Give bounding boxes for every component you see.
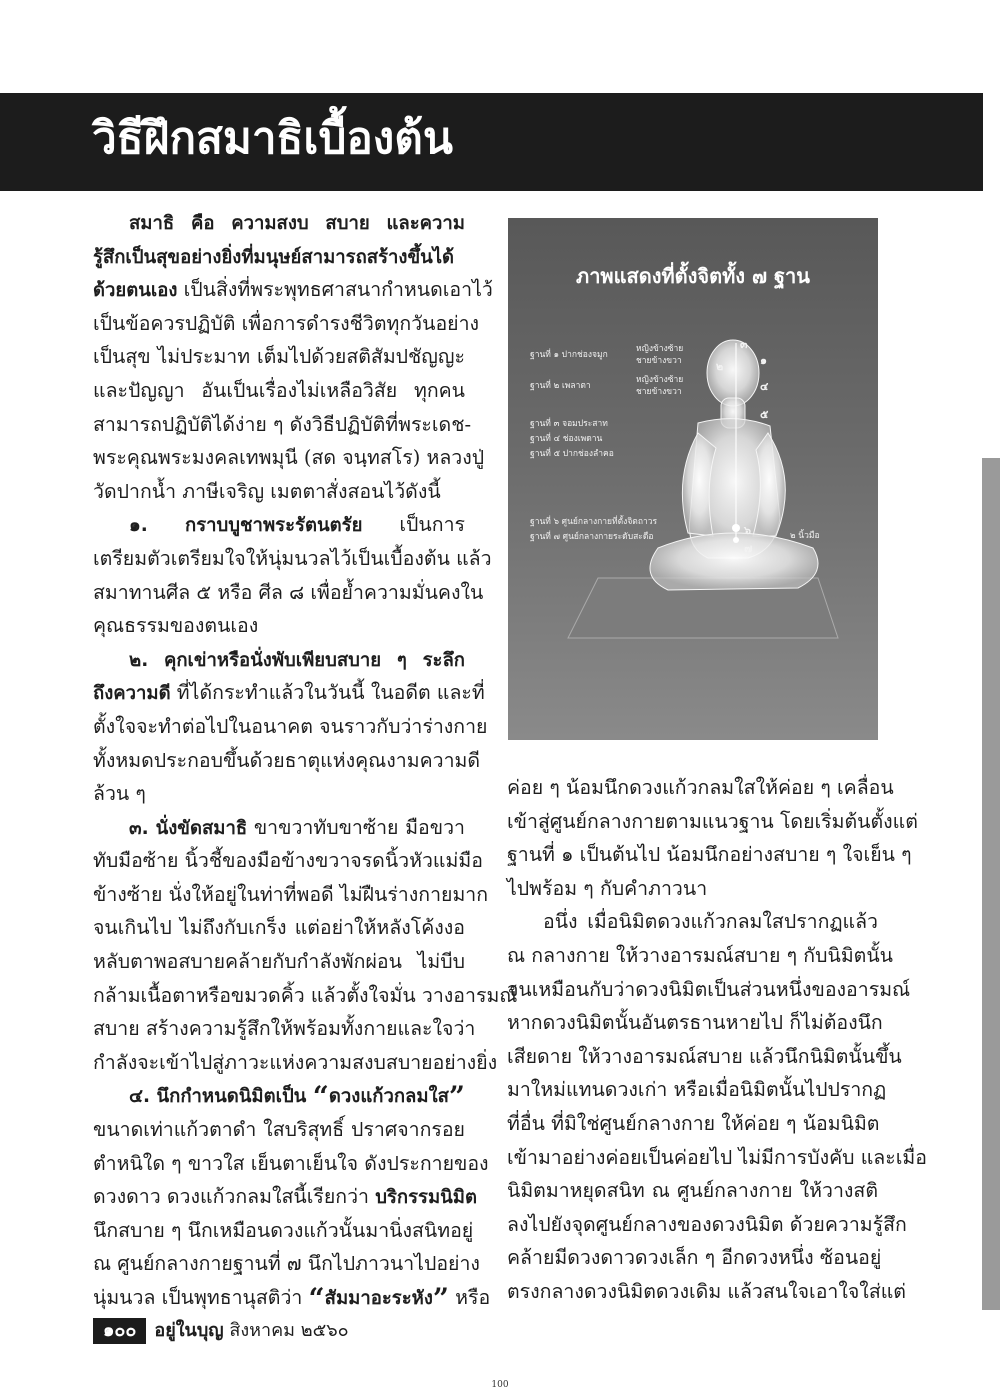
text-line: เตรียมตัวเตรียมใจให้นุ่มนวลไว้เป็นเบื้องต้น แล้ว <box>93 546 492 570</box>
left-column <box>93 206 518 1315</box>
text-line: และปัญญา อันเป็นเรื่องไม่เหลือวิสัย ทุกคน <box>93 378 465 402</box>
text-line: นิมิตมาหยุดสนิท ณ ศูนย์กลางกาย ให้วางสติ <box>507 1179 878 1203</box>
text-line: ข้างซ้าย นั่งให้อยู่ในท่าที่พอดี ไม่ฝืนร่างกายมาก <box>93 882 489 906</box>
text-line: ค่อย ๆ น้อมนึกดวงแก้วกลมใสให้ค่อย ๆ เคลื่อน <box>507 776 894 799</box>
text-line: นุ่มนวล เป็นพุทธานุสติว่า “สัมมาอะระหัง” หรือ <box>93 1282 491 1315</box>
text-line: จนเหมือนกับว่าดวงนิมิตเป็นส่วนหนึ่งของอารมณ์ <box>507 977 911 1001</box>
text-line: ๓. นั่งขัดสมาธิ ขาขวาทับขาซ้าย มือขวา <box>129 815 465 839</box>
svg-text:ชายข้างขวา: ชายข้างขวา <box>636 356 682 366</box>
text-line: ด้วยตนเอง เป็นสิ่งที่พระพุทธศาสนากำหนดเอาไว้ <box>93 278 493 302</box>
text-line: รู้สึกเป็นสุขอย่างยิ่งที่มนุษย์สามารถสร้างขึ้นได้ <box>93 246 455 268</box>
page-title: วิธีฝึกสมาธิเบื้องต้น <box>92 113 453 164</box>
text-line: เป็นข้อควรปฏิบัติ เพื่อการดำรงชีวิตทุกวันอย่าง <box>93 311 480 335</box>
center-point-icon <box>732 524 740 532</box>
text-line: กำลังจะเข้าไปสู่ภาวะแห่งความสงบสบายอย่างยิ่ง <box>93 1050 498 1074</box>
meditating-body-illustration <box>508 218 878 740</box>
page-number: ๑๐๐ <box>93 1318 146 1344</box>
label-base2: ฐานที่ ๒ เพลาตา <box>530 381 591 391</box>
text-line: ณ ศูนย์กลางกายฐานที่ ๗ นึกไปภาวนาไปอย่าง <box>93 1252 480 1276</box>
text-line: เสียดาย ให้วางอารมณ์สบาย แล้วนึกนิมิตนั้นขึ้น <box>507 1044 902 1068</box>
svg-text:๑: ๑ <box>760 354 767 367</box>
issue-date: สิงหาคม ๒๕๖๐ <box>229 1320 349 1341</box>
label-base4: ฐานที่ ๔ ช่องเพดาน <box>530 434 603 444</box>
text-line: ที่อื่น ที่มิใช่ศูนย์กลางกาย ให้ค่อย ๆ น้อมนิมิต <box>507 1111 880 1135</box>
text-line: อนึ่ง เมื่อนิมิตดวงแก้วกลมใสปรากฏแล้ว <box>543 910 878 934</box>
svg-text:หญิงข้างซ้าย: หญิงข้างซ้าย <box>636 375 684 385</box>
text-line: คุณธรรมของตนเอง <box>93 614 259 638</box>
text-line: เข้าสู่ศูนย์กลางกายตามแนวฐาน โดยเริ่มต้นตั้งแต่ <box>507 809 918 833</box>
text-line: เป็นสุข ไม่ประมาท เต็มไปด้วยสติสัมปชัญญะ <box>93 345 465 369</box>
text-line: วัดปากน้ำ ภาษีเจริญ เมตตาสั่งสอนไว้ดังนี้ <box>93 479 441 503</box>
text-line: ลงไปยังจุดศูนย์กลางของดวงนิมิต ด้วยความรู้สึก <box>507 1212 907 1236</box>
footer <box>93 1318 349 1344</box>
label-base7: ฐานที่ ๗ ศูนย์กลางกายระดับสะดือ <box>530 532 654 542</box>
text-line: ทั้งหมดประกอบขึ้นด้วยธาตุแห่งคุณงามความดี <box>93 748 481 772</box>
text-line: ตั้งใจจะทำต่อไปในอนาคต จนราวกับว่าร่างกาย <box>93 714 488 738</box>
text-line: หลับตาพอสบายคล้ายกับกำลังพักผ่อน ไม่บีบ <box>93 950 465 974</box>
right-column <box>507 771 927 1309</box>
text-line: พระคุณพระมงคลเทพมุนี (สด จนฺทสโร) หลวงปู่ <box>93 446 485 470</box>
text-line: หากดวงนิมิตนั้นอันตรธานหายไป ก็ไม่ต้องนึก <box>507 1011 883 1035</box>
side-rule <box>982 458 1000 1310</box>
label-base6: ฐานที่ ๖ ศูนย์กลางกายที่ตั้งจิตถาวร <box>530 517 658 527</box>
text-line: ถึงความดี ที่ได้กระทำแล้วในวันนี้ ในอดีต และที่ <box>93 681 485 705</box>
text-line: ขนาดเท่าแก้วตาดำ ใสบริสุทธิ์ ปราศจากรอย <box>93 1118 465 1142</box>
text-line: สบาย สร้างความรู้สึกให้พร้อมทั้งกายและใจว่า <box>93 1017 476 1041</box>
text-line: ทับมือซ้าย นิ้วชี้ของมือข้างขวาจรดนิ้วหัวแม่มือ <box>93 849 483 873</box>
svg-text:๒: ๒ <box>716 360 724 373</box>
label-base5: ฐานที่ ๕ ปากช่องลำคอ <box>530 449 614 459</box>
svg-text:หญิงข้างซ้าย: หญิงข้างซ้าย <box>636 344 684 354</box>
text-line: สมาทานศีล ๕ หรือ ศีล ๘ เพื่อย้ำความมั่นคงใน <box>93 580 484 604</box>
svg-text:๖: ๖ <box>744 524 751 537</box>
label-base1: ฐานที่ ๑ ปากช่องจมูก <box>530 350 608 360</box>
svg-text:๓: ๓ <box>740 338 748 351</box>
text-line: ไปพร้อม ๆ กับคำภาวนา <box>507 876 708 900</box>
magazine-name: อยู่ในบุญ <box>154 1320 224 1341</box>
text-line: ๔. นึกกำหนดนิมิตเป็น “ดวงแก้วกลมใส” <box>129 1080 466 1114</box>
svg-text:๗: ๗ <box>744 542 753 555</box>
text-line: สามารถปฏิบัติได้ง่าย ๆ ดังวิธีปฏิบัติที่พระเดช- <box>93 412 472 436</box>
text-line: ดวงดาว ดวงแก้วกลมใสนี้เรียกว่า บริกรรมนิมิต <box>93 1185 478 1209</box>
label-base3: ฐานที่ ๓ จอมประสาท <box>530 419 608 429</box>
text-line: กล้ามเนื้อตาหรือขมวดคิ้ว แล้วตั้งใจมั่น วางอารมณ์ <box>93 983 518 1007</box>
text-line: มาใหม่แทนดวงเก่า หรือเมื่อนิมิตนั้นไปปรากฏ <box>507 1078 887 1102</box>
text-line: เข้ามาอย่างค่อยเป็นค่อยไป ไม่มีการบังคับ และเมื่อ <box>507 1145 927 1169</box>
figure-title: ภาพแสดงที่ตั้งจิตทั้ง ๗ ฐาน <box>576 264 810 288</box>
text-line: สมาธิ คือ ความสงบ สบาย และความ <box>129 213 465 234</box>
bottom-page-mark: 100 <box>491 1380 509 1390</box>
text-line: ฐานที่ ๑ เป็นต้นไป น้อมนึกอย่างสบาย ๆ ใจเย็น ๆ <box>507 843 912 867</box>
label-finger: ๒ นิ้วมือ <box>790 531 820 541</box>
text-line: ตรงกลางดวงนิมิตดวงเดิม แล้วสนใจเอาใจใส่แต่ <box>507 1279 906 1303</box>
text-line: ๑. กราบบูชาพระรัตนตรัย เป็นการ <box>129 513 465 537</box>
text-line: นึกสบาย ๆ นึกเหมือนดวงแก้วนั้นมานิ่งสนิทอยู่ <box>93 1218 474 1242</box>
svg-text:ชายข้างขวา: ชายข้างขวา <box>636 387 682 397</box>
text-line: ตำหนิใด ๆ ขาวใส เย็นตาเย็นใจ ดังประกายของ <box>93 1151 489 1175</box>
title-bar <box>0 93 983 191</box>
text-line: คล้ายมีดวงดาวดวงเล็ก ๆ อีกดวงหนึ่ง ซ้อนอยู่ <box>507 1246 882 1270</box>
seven-bases-figure <box>508 218 878 740</box>
text-line: ๒. คุกเข่าหรือนั่งพับเพียบสบาย ๆ ระลึก <box>129 649 465 671</box>
text-line: จนเกินไป ไม่ถึงกับเกร็ง แต่อย่าให้หลังโค้งงอ <box>93 916 465 940</box>
text-line: ณ กลางกาย ให้วางอารมณ์สบาย ๆ กับนิมิตนั้น <box>507 943 893 967</box>
svg-text:๔: ๔ <box>760 380 769 393</box>
svg-text:๕: ๕ <box>760 408 769 421</box>
text-line: ล้วน ๆ <box>93 782 146 806</box>
